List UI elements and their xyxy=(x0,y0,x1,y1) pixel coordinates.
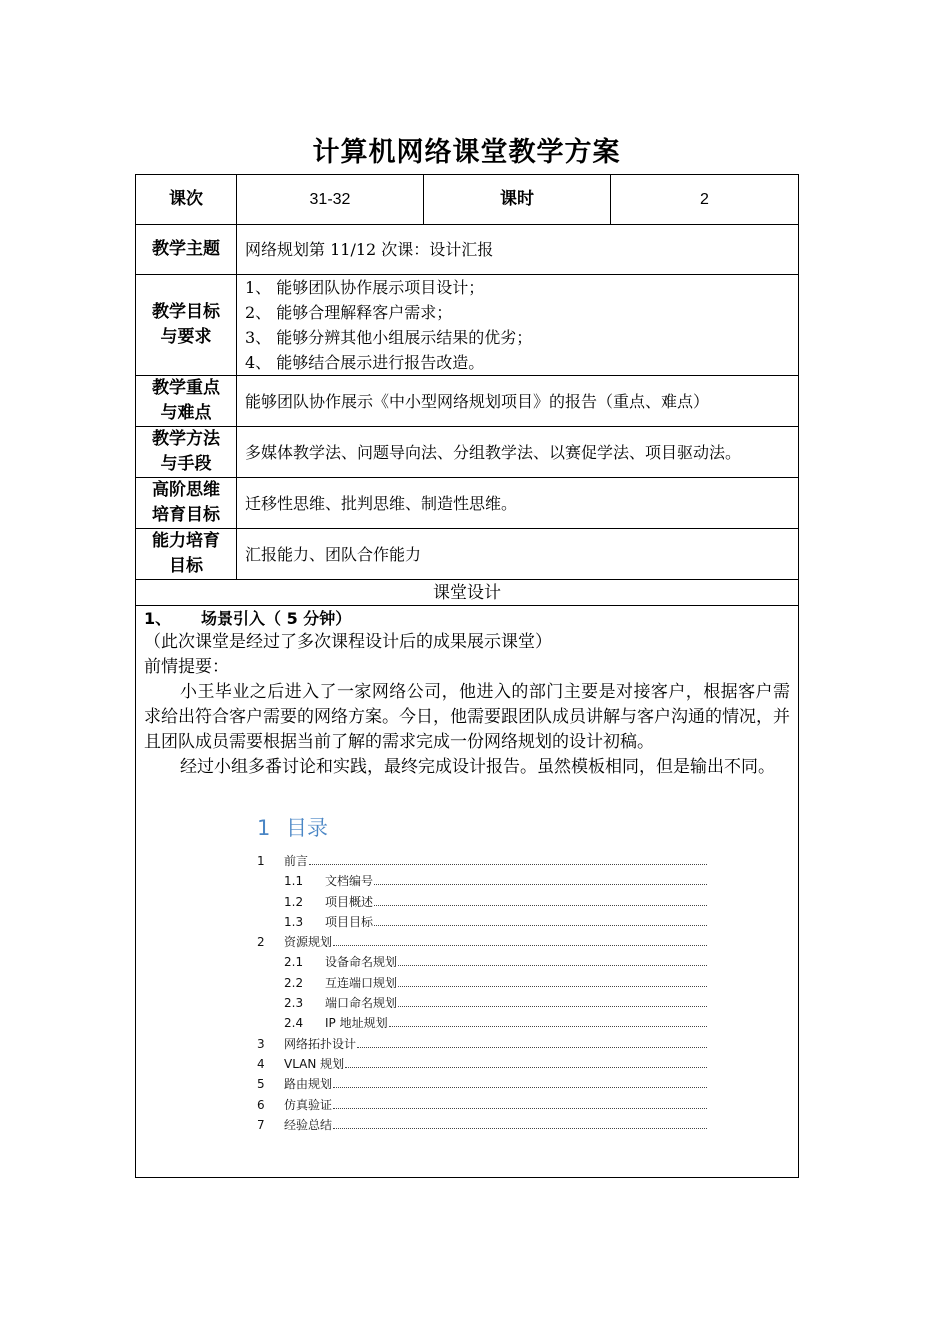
focus-value: 能够团队协作展示《中小型网络规划项目》的报告（重点、难点） xyxy=(237,376,799,427)
scene-title: 场景引入（ 5 分钟） xyxy=(201,609,352,628)
class-note: （此次课堂是经过了多次课程设计后的成果展示课堂） xyxy=(144,632,552,652)
intro-label: 前情提要： xyxy=(144,657,229,677)
class-hours-value: 2 xyxy=(611,175,799,225)
class-hours-label: 课时 xyxy=(424,175,611,225)
scene-number: 1、 xyxy=(144,609,172,628)
table-of-contents xyxy=(257,813,707,1158)
toc-entry: 1.3 项目目标 xyxy=(257,912,707,932)
toc-entry: 6 仿真验证 xyxy=(257,1095,707,1115)
toc-heading-number: 1 xyxy=(257,816,271,840)
scene-heading xyxy=(144,608,790,630)
toc-entry: 2.3 端口命名规划 xyxy=(257,993,707,1013)
toc-heading xyxy=(257,813,707,843)
goal-item: 3、 能够分辨其他小组展示结果的优劣； xyxy=(245,328,533,347)
ability-value: 汇报能力、团队合作能力 xyxy=(237,529,799,580)
toc-heading-text: 目录 xyxy=(286,816,328,840)
toc-entry: 4 VLAN 规划 xyxy=(257,1054,707,1074)
lesson-number-label: 课次 xyxy=(136,175,237,225)
methods-label: 教学方法与手段 xyxy=(136,427,237,478)
toc-entry: 2 资源规划 xyxy=(257,932,707,952)
toc-entry: 2.1 设备命名规划 xyxy=(257,952,707,972)
theme-label: 教学主题 xyxy=(136,225,237,275)
story-paragraph: 小王毕业之后进入了一家网络公司，他进入的部门主要是对接客户，根据客户需求给出符合客户需要的网络方案。今日，他需要跟团队成员讲解与客户沟通的情况，并且团队成员需要根据当前了解的需求完成一份网络规划的设计初稿。 xyxy=(144,682,790,752)
toc-entry: 1.2 项目概述 xyxy=(257,892,707,912)
theme-value: 网络规划第 11/12 次课：设计汇报 xyxy=(237,225,799,275)
goal-item: 2、 能够合理解释客户需求； xyxy=(245,303,453,322)
toc-entry: 1 前言 xyxy=(257,851,707,871)
result-paragraph: 经过小组多番讨论和实践，最终完成设计报告。虽然模板相同，但是输出不同。 xyxy=(180,757,775,777)
toc-entry: 3 网络拓扑设计 xyxy=(257,1034,707,1054)
goals-list xyxy=(237,275,799,376)
toc-entry: 1.1 文档编号 xyxy=(257,871,707,891)
class-design-body xyxy=(136,606,799,1178)
goal-item: 1、 能够团队协作展示项目设计； xyxy=(245,278,485,297)
methods-value: 多媒体教学法、问题导向法、分组教学法、以赛促学法、项目驱动法。 xyxy=(237,427,799,478)
thinking-label: 高阶思维培育目标 xyxy=(136,478,237,529)
toc-entry: 7 经验总结 xyxy=(257,1115,707,1135)
ability-label: 能力培育目标 xyxy=(136,529,237,580)
toc-entry: 5 路由规划 xyxy=(257,1074,707,1094)
goals-label: 教学目标与要求 xyxy=(136,275,237,376)
document-title: 计算机网络课堂教学方案 xyxy=(312,137,621,168)
class-design-heading: 课堂设计 xyxy=(136,580,799,606)
thinking-value: 迁移性思维、批判思维、制造性思维。 xyxy=(237,478,799,529)
lesson-number-value: 31-32 xyxy=(237,175,424,225)
toc-entry: 2.2 互连端口规划 xyxy=(257,973,707,993)
goal-item: 4、 能够结合展示进行报告改造。 xyxy=(245,353,485,372)
lesson-plan-table xyxy=(135,174,799,1178)
toc-entry: 2.4 IP 地址规划 xyxy=(257,1013,707,1033)
focus-label: 教学重点与难点 xyxy=(136,376,237,427)
